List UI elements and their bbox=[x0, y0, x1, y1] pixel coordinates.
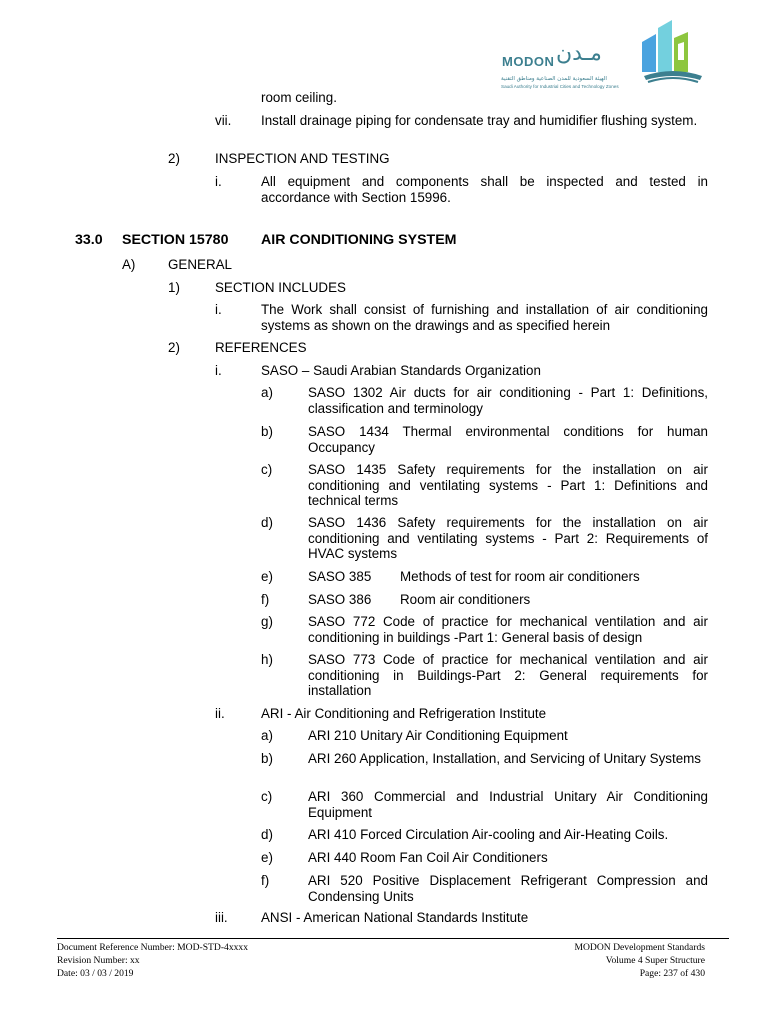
reference-item: SASO 1434 Thermal environmental conditions for human Occupancy bbox=[308, 424, 708, 455]
reference-item: ARI 210 Unitary Air Conditioning Equipment bbox=[308, 728, 568, 743]
modon-logo bbox=[498, 20, 708, 90]
footer-divider bbox=[57, 938, 729, 939]
list-number: a) bbox=[261, 728, 273, 743]
list-number: vii. bbox=[215, 113, 232, 128]
list-item-text: All equipment and components shall be inspected and tested in accordance with Section 15996. bbox=[261, 174, 708, 205]
reference-item: ARI 360 Commercial and Industrial Unitary Air Conditioning Equipment bbox=[308, 789, 708, 820]
reference-item: ARI 260 Application, Installation, and Servicing of Unitary Systems bbox=[308, 751, 701, 766]
footer-volume: Volume 4 Super Structure bbox=[605, 955, 705, 966]
list-number: i. bbox=[215, 363, 222, 378]
subsection-title: SECTION INCLUDES bbox=[215, 280, 346, 295]
list-number: b) bbox=[261, 424, 273, 439]
list-number: i. bbox=[215, 174, 222, 189]
list-item-text: Install drainage piping for condensate tray and humidifier flushing system. bbox=[261, 113, 698, 128]
list-number: d) bbox=[261, 515, 273, 530]
logo-arabic-subtitle: الهيئة السعودية للمدن الصناعية ومناطق التقنية bbox=[501, 76, 607, 82]
subsection-title: INSPECTION AND TESTING bbox=[215, 151, 390, 166]
list-number: iii. bbox=[215, 910, 228, 925]
subsection-number: 2) bbox=[168, 340, 180, 355]
list-number: c) bbox=[261, 462, 273, 477]
reference-group-title: SASO – Saudi Arabian Standards Organization bbox=[261, 363, 541, 378]
continuation-text: room ceiling. bbox=[261, 90, 337, 105]
section-title: AIR CONDITIONING SYSTEM bbox=[261, 232, 457, 248]
logo-english-subtitle: Saudi Authority for Industrial Cities and Technology Zones bbox=[501, 84, 619, 89]
section-code: SECTION 15780 bbox=[122, 232, 229, 248]
reference-code: SASO 385 bbox=[308, 569, 372, 584]
list-number: g) bbox=[261, 614, 273, 629]
reference-group-title: ANSI - American National Standards Institute bbox=[261, 910, 529, 925]
reference-code: SASO 386 bbox=[308, 592, 372, 607]
list-number: e) bbox=[261, 569, 273, 584]
part-number: A) bbox=[122, 257, 136, 272]
reference-item: Methods of test for room air conditioners bbox=[400, 569, 640, 584]
logo-name: MODON bbox=[502, 54, 555, 69]
modon-buildings-icon bbox=[638, 20, 708, 88]
subsection-title: REFERENCES bbox=[215, 340, 307, 355]
list-number: b) bbox=[261, 751, 273, 766]
reference-item: SASO 1435 Safety requirements for the installation on air conditioning and ventilating systems - Part 1: Definitions and technical terms bbox=[308, 462, 708, 508]
reference-item: SASO 1302 Air ducts for air conditioning - Part 1: Definitions, classification and terminology bbox=[308, 385, 708, 416]
list-number: e) bbox=[261, 850, 273, 865]
logo-arabic-name: مـدن bbox=[556, 41, 602, 66]
reference-item: ARI 520 Positive Displacement Refrigerant Compression and Condensing Units bbox=[308, 873, 708, 904]
footer-page-number: Page: 237 of 430 bbox=[639, 968, 705, 979]
list-number: a) bbox=[261, 385, 273, 400]
list-number: d) bbox=[261, 827, 273, 842]
footer-revision: Revision Number: xx bbox=[57, 955, 140, 966]
list-number: i. bbox=[215, 302, 222, 317]
list-item-text: The Work shall consist of furnishing and installation of air conditioning systems as shown on the drawings and as specified herein bbox=[261, 302, 708, 333]
reference-item: SASO 773 Code of practice for mechanical ventilation and air conditioning in Buildings-Part 2: General requirements for installation bbox=[308, 652, 708, 698]
reference-item: Room air conditioners bbox=[400, 592, 531, 607]
reference-item: ARI 440 Room Fan Coil Air Conditioners bbox=[308, 850, 548, 865]
reference-group-title: ARI - Air Conditioning and Refrigeration Institute bbox=[261, 706, 547, 721]
reference-item: SASO 772 Code of practice for mechanical ventilation and air conditioning in buildings -Part 1: General basis of design bbox=[308, 614, 708, 645]
footer-doc-reference: Document Reference Number: MOD-STD-4xxxx bbox=[57, 942, 249, 953]
section-number: 33.0 bbox=[75, 232, 103, 248]
reference-item: SASO 1436 Safety requirements for the installation on air conditioning and ventilating systems - Part 2: Requirements of HVAC systems bbox=[308, 515, 708, 561]
list-number: f) bbox=[261, 873, 270, 888]
footer-standards: MODON Development Standards bbox=[574, 942, 705, 953]
part-title: GENERAL bbox=[168, 257, 232, 272]
list-number: f) bbox=[261, 592, 270, 607]
list-number: ii. bbox=[215, 706, 225, 721]
subsection-number: 1) bbox=[168, 280, 180, 295]
list-number: h) bbox=[261, 652, 273, 667]
list-number: c) bbox=[261, 789, 273, 804]
reference-item: ARI 410 Forced Circulation Air-cooling and Air-Heating Coils. bbox=[308, 827, 669, 842]
footer-date: Date: 03 / 03 / 2019 bbox=[57, 968, 134, 979]
subsection-number: 2) bbox=[168, 151, 180, 166]
